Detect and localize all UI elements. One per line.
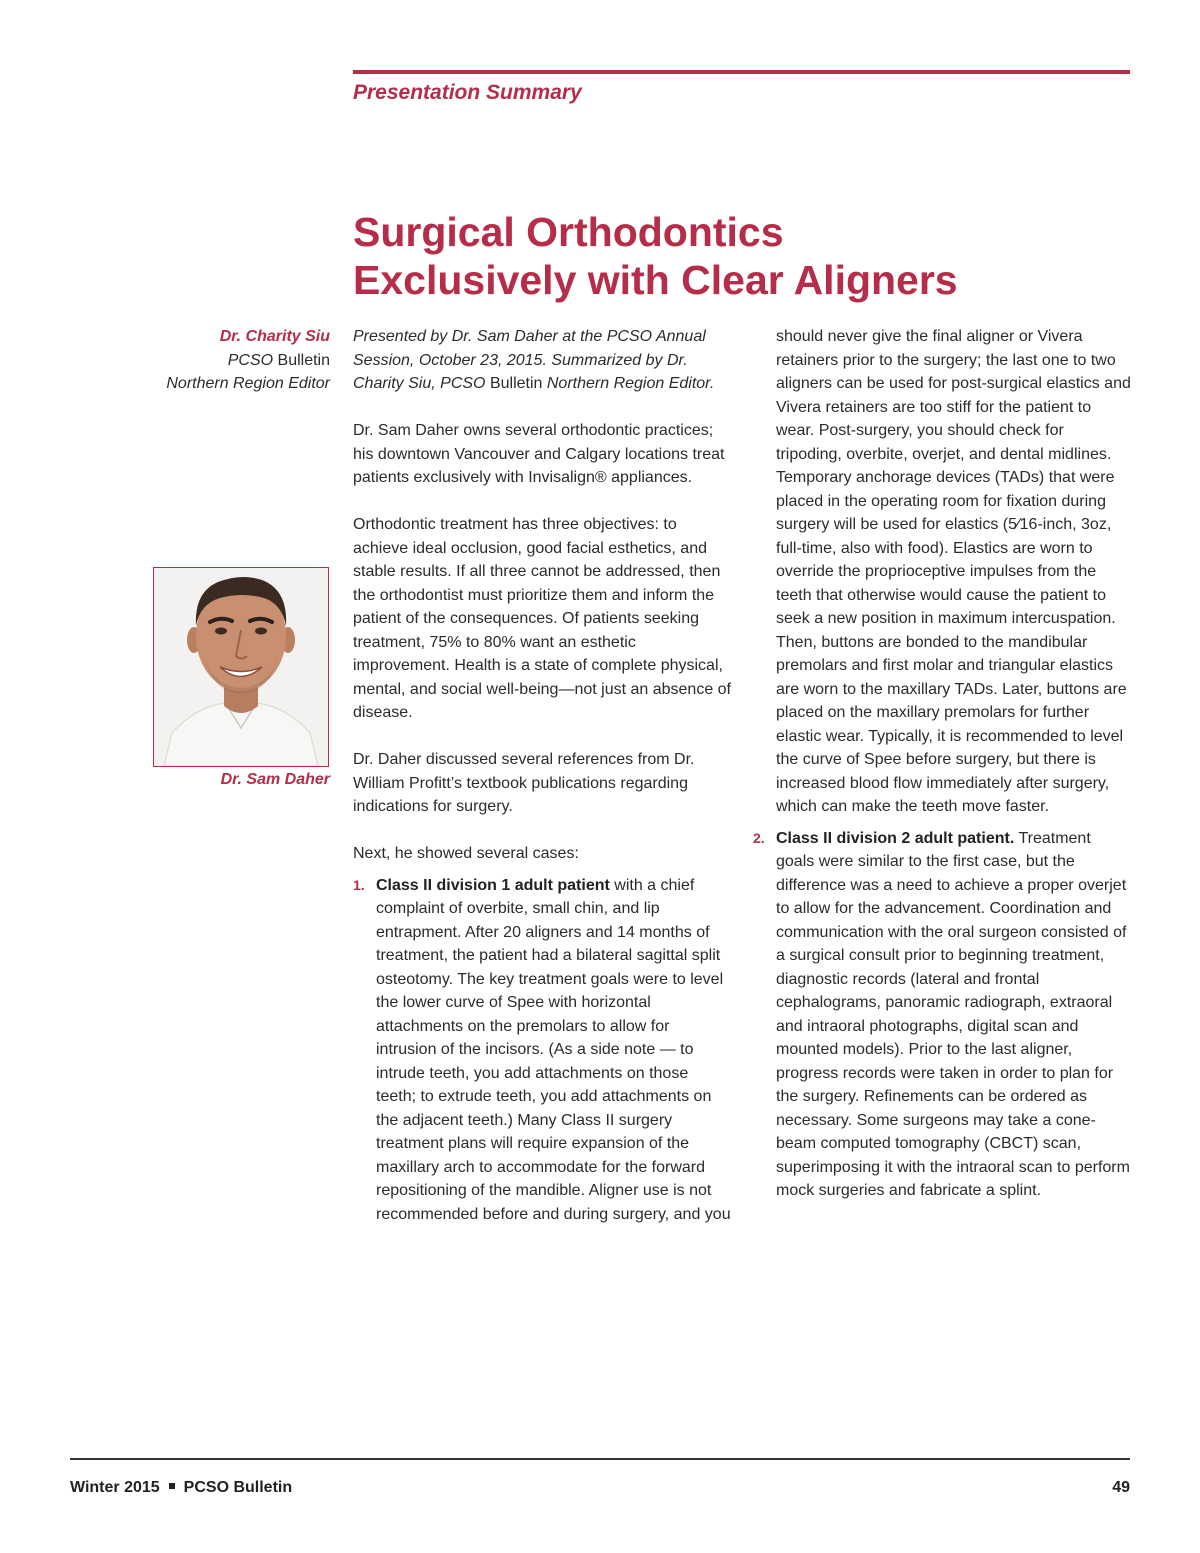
page-number: 49 <box>1112 1479 1130 1496</box>
author-byline <box>166 325 330 396</box>
footer-publication: PCSO Bulletin <box>183 1479 293 1496</box>
list-item <box>753 827 1132 1203</box>
paragraph-1: Dr. Sam Daher owns several orthodontic practices; his downtown Vancouver and Calgary locations treat patients exclusively with Invisalign® appliances. <box>353 422 725 486</box>
title-line-2: Exclusively with Clear Aligners <box>353 257 958 303</box>
top-rule <box>353 70 1130 74</box>
paragraph-3: Dr. Daher discussed several references from Dr. William Profitt’s textbook publications regarding indications for surgery. <box>353 751 695 815</box>
footer-rule <box>70 1458 1130 1460</box>
square-bullet-icon <box>169 1483 175 1489</box>
case-heading: Class II division 2 adult patient. <box>776 829 1015 847</box>
publication-abbrev: PCSO <box>227 351 274 369</box>
author-publication <box>166 349 330 373</box>
footer-season: Winter 2015 <box>70 1479 160 1496</box>
continued-paragraph: should never give the final aligner or Vivera retainers prior to the surgery; the last one to two aligners can be used for post-surgical elastics and Vivera retainers are too stiff for the patient to wear. Post-surgery, you should check for tripoding, overbite, overjet, and dental midlines. Temporary anchorage devices (TADs) that were placed in the operating room for fixation during surgery will be used for elastics (5⁄16-inch, 3oz, full-time, also with food). Elastics are worn to override the proprioceptive impulses from the teeth that otherwise would cause the patient to seek a new position in maximum intercuspation. Then, buttons are bonded to the mandibular premolars and first molar and triangular elastics are worn to the maxillary TADs. Later, buttons are placed on the maxillary premolars for further elastic wear. Typically, it is recommended to level the curve of Spee before surgery, but there is increased blood flow immediately after surgery, which can make the teeth move faster. <box>776 328 1131 815</box>
presenter-photo <box>153 567 329 767</box>
section-label: Presentation Summary <box>353 81 582 104</box>
author-role: Northern Region Editor <box>166 375 330 392</box>
photo-caption: Dr. Sam Daher <box>220 771 330 788</box>
case-body: Treatment goals were similar to the first case, but the difference was a need to achieve a proper overjet to allow for the advancement. Coordination and communication with the oral surgeon consisted of a surgical consult prior to beginning treatment, diagnostic records (lateral and frontal cephalograms, panoramic radiograph, extraoral and intraoral photographs, digital scan and mounted models). Prior to the last aligner, progress records were taken in order to plan for the surgery. Refinements can be ordered as necessary. Some surgeons may take a cone-beam computed tomography (CBCT) scan, superimposing it with the intraoral scan to perform mock surgeries and fabricate a splint. <box>776 829 1130 1199</box>
publication-word: Bulletin <box>273 351 330 369</box>
intro-text-a: Presented by Dr. Sam Daher at the PCSO Annual Session, October 23, 2015. Summarized by Dr. Charity Siu, PCSO <box>353 328 706 392</box>
list-number: 2. <box>753 829 765 846</box>
intro-text-b: Bulletin <box>489 375 543 392</box>
text-column-1 <box>353 325 731 1226</box>
author-name: Dr. Charity Siu <box>219 328 330 345</box>
list-item <box>353 874 731 1227</box>
intro-text-c: Northern Region Editor. <box>542 375 715 392</box>
paragraph-4: Next, he showed several cases: <box>353 845 579 862</box>
case-list <box>353 874 731 1227</box>
case-list-continued <box>753 827 1132 1203</box>
title-line-1: Surgical Orthodontics <box>353 209 784 255</box>
text-column-2 <box>753 325 1132 1203</box>
article-title <box>353 208 1133 304</box>
case-heading: Class II division 1 adult patient <box>376 876 610 894</box>
list-number: 1. <box>353 876 365 893</box>
paragraph-2: Orthodontic treatment has three objectives: to achieve ideal occlusion, good facial esthetics, and stable results. If all three cannot be addressed, then the orthodontist must prioritize them and inform the patient of the consequences. Of patients seeking treatment, 75% to 80% want an esthetic improvement. Health is a state of complete physical, mental, and social well-being—not just an absence of disease. <box>353 516 731 721</box>
case-body: with a chief complaint of overbite, small chin, and lip entrapment. After 20 aligners and 14 months of treatment, the patient had a bilateral sagittal split osteotomy. The key treatment goals were to level the lower curve of Spee with horizontal attachments on the premolars to allow for intrusion of the incisors. (As a side note — to intrude teeth, you add attachments on those teeth; to extrude teeth, you add attachments on the adjacent teeth.) Many Class II surgery treatment plans will require expansion of the maxillary arch to accommodate for the forward repositioning of the mandible. Aligner use is not recommended before and during surgery, and you <box>376 876 731 1223</box>
footer-issue <box>70 1479 292 1497</box>
intro-paragraph <box>353 325 731 396</box>
